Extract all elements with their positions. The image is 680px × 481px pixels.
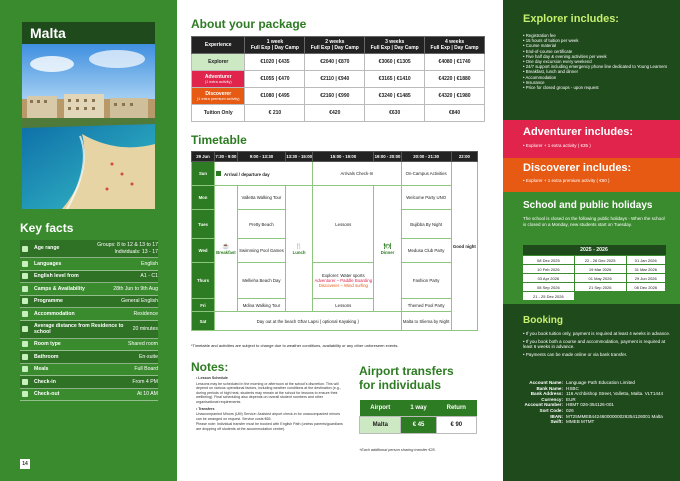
book-icon	[22, 298, 28, 304]
holiday-date: 31 Mar 2026	[626, 265, 666, 274]
bank-value: MMEB MTMT	[566, 419, 595, 425]
wed-evening: Medusa Club Party	[401, 239, 451, 263]
speech-icon	[22, 261, 28, 267]
price-row	[192, 88, 485, 105]
checkout-icon	[22, 391, 28, 397]
fri-evening: Themed Pool Party	[401, 299, 451, 312]
holidays-table	[522, 245, 666, 301]
key-fact-value: A1 - C1	[140, 273, 158, 279]
holiday-row	[523, 265, 666, 274]
key-fact-row	[20, 351, 158, 364]
note-text: Please note: Individual transfer must be booked with English Path (unless parents/guardians are dropping off students at the accommodation centre).	[196, 422, 343, 431]
explorer-item: • Course material	[523, 43, 668, 48]
key-fact-label: Average distance from Residence to school	[34, 322, 124, 335]
day-thu: Thurs	[192, 263, 215, 299]
price-cell: €4320 | €1980	[425, 88, 485, 105]
bank-label: IBAN:	[550, 413, 563, 419]
price-cell: €3165 | €1410	[365, 71, 425, 88]
holiday-date: 03 Apr 2026	[523, 274, 575, 283]
walk-icon	[22, 326, 28, 332]
airport-table	[359, 400, 477, 434]
oneway-price: € 45	[401, 417, 436, 434]
timetable-note: *Timetable and activities are subject to change due to weather conditions, availability or any other unforeseen events.	[191, 343, 399, 348]
lunch-icon: 🍴	[295, 243, 303, 250]
breakfast-cell: ☕ Breakfast	[215, 186, 238, 312]
holiday-empty	[574, 292, 626, 301]
airport-note: +Each additional person sharing transfer €25.	[359, 448, 436, 452]
sat-evening: Malta to Sliema by Night	[401, 312, 451, 331]
key-fact-value: Residence	[133, 310, 158, 317]
note-heading: • Lesson Schedule	[196, 376, 228, 380]
airport-title: Airport transfers for individuals	[359, 364, 454, 392]
price-row	[192, 71, 485, 88]
holiday-date: 22 - 26 Dec 2025	[574, 256, 626, 265]
bank-label: Bank Address:	[530, 391, 563, 397]
wed-morning: Swimming Pool Games	[237, 239, 285, 263]
explorer-list	[523, 33, 668, 90]
adventurer-item: • Explorer + 1 extra activity ( €35 )	[523, 143, 591, 148]
page-number-left: 14	[20, 459, 30, 469]
bank-label: Swift:	[550, 419, 563, 425]
meal-icon	[22, 366, 28, 372]
lunch-cell: 🍴 Lunch	[286, 186, 313, 312]
key-facts-title: Key facts	[20, 221, 74, 235]
price-header: 4 weeks Full Exp | Day Camp	[425, 37, 485, 54]
bank-value: MT25MMEB44246000000026354126001 Malta	[566, 413, 663, 419]
thu-morning: Mellieha Beach Day	[237, 263, 285, 299]
price-row	[192, 105, 485, 122]
timetable-header: 15:00 - 19:00	[313, 152, 374, 162]
tue-evening: Bujibba By Night	[401, 210, 451, 239]
arrival-icon	[216, 171, 221, 176]
key-fact-row	[20, 271, 158, 284]
key-fact-label: Programme	[34, 298, 63, 304]
explorer-item: • Price for closed groups - upon request	[523, 85, 668, 90]
holidays-text: The school is closed on the following public holidays - When the school is closed on a Monday, new students start on Tuesday.	[523, 216, 665, 227]
sat-day: Day out at the beach Għar Lapsi ( optional Kayaking )	[215, 312, 402, 331]
bath-icon	[22, 354, 28, 360]
door-icon	[22, 341, 28, 347]
timetable-header: 9:00 - 13:30	[237, 152, 285, 162]
calendar-icon	[22, 286, 28, 292]
explorer-title: Explorer includes:	[523, 13, 619, 25]
holiday-date: 10 Feb 2026	[523, 265, 575, 274]
price-row	[192, 54, 485, 71]
price-cell: €630	[365, 105, 425, 122]
timetable-title: Timetable	[191, 133, 247, 147]
holiday-date: 08 Dec 2025	[523, 256, 575, 265]
day-sun: Sun	[192, 162, 215, 186]
discoverer-title: Discoverer includes:	[523, 162, 632, 174]
key-fact-label: Bathroom	[34, 353, 59, 360]
bank-value: HBMT 026-354126-001	[566, 402, 614, 408]
note-text: Lessons may be scheduled in the morning or afternoon at the school's discretion. This will depend on various operational factors, including weather conditions at the destination (e.g., during periods of high heat, students may remain at the school for lessons to ensure their wellbeing). Final scheduling also depends on overall student numbers and other organisational requirements.	[196, 381, 341, 404]
price-cell: €4080 | €1740	[425, 54, 485, 71]
key-fact-label: Check-in	[34, 378, 56, 385]
bed-icon	[22, 311, 28, 317]
dinner-cell: 🍽 Dinner	[374, 186, 401, 312]
day-tue: Tues	[192, 210, 215, 239]
day-mon: Mon	[192, 186, 215, 210]
key-fact-label: Camps & Availability	[34, 285, 85, 292]
booking-list	[523, 331, 671, 359]
key-fact-row	[20, 283, 158, 296]
sun-arrival: Arrival / departure day	[215, 162, 313, 186]
holiday-date: 08 Dec 2026	[626, 283, 666, 292]
explorer-item: • End-of-course certificate	[523, 49, 668, 54]
note-heading: • Transfers	[196, 406, 215, 411]
oneway-header: 1 way	[401, 400, 436, 417]
key-fact-value: En-suite	[138, 353, 158, 360]
bank-value: 026	[566, 407, 574, 413]
good-night: Good night	[451, 162, 477, 331]
price-cell: €840	[425, 105, 485, 122]
sun-checkin: Arrivals Check-In	[313, 162, 401, 186]
holiday-empty	[626, 292, 666, 301]
package-name: Discoverer (1 extra premium activity)	[192, 88, 245, 105]
timetable-header: 29 Jun	[192, 152, 215, 162]
timetable-header: 7:30 - 9:00	[215, 152, 238, 162]
key-fact-row	[20, 296, 158, 309]
mon-evening: Welcome Party UNO	[401, 186, 451, 210]
adventurer-title: Adventurer includes:	[523, 126, 634, 138]
price-cell: €4220 | €1880	[425, 71, 485, 88]
key-fact-value: 28th Jun to 9th Aug	[113, 285, 158, 292]
explorer-item: • Accommodation	[523, 75, 668, 80]
holidays-title: School and public holidays	[523, 200, 653, 211]
key-fact-label: Languages	[34, 260, 62, 267]
key-facts-list	[20, 240, 158, 401]
key-fact-row	[20, 240, 158, 258]
key-fact-label: Room type	[34, 341, 61, 347]
thu-evening: Fashion Party	[401, 263, 451, 299]
price-cell: €1020 | €435	[245, 54, 305, 71]
holiday-date: 19 Mar 2026	[574, 265, 626, 274]
booking-item: • If you book both a course and accommodation, payment is required at least 6 weeks in advance.	[523, 339, 671, 350]
price-header: 1 week Full Exp | Day Camp	[245, 37, 305, 54]
bank-label: Account Number:	[524, 402, 563, 408]
timetable-grid	[191, 151, 478, 331]
explorer-watersports: Explorer: Water sports	[322, 273, 365, 278]
explorer-item: • 24/7 support including emergency phone line dedicated to Young Learners	[523, 64, 668, 69]
dinner-icon: 🍽	[383, 243, 392, 250]
explorer-item: • Five half day & evening activities per week	[523, 54, 668, 59]
holiday-date: 01 May 2026	[574, 274, 626, 283]
key-fact-label: Accommodation	[34, 310, 75, 317]
bank-value: EUR	[566, 396, 576, 402]
holiday-date: 01 Jan 2026	[626, 256, 666, 265]
timetable-header: 22:00	[451, 152, 477, 162]
users-icon	[22, 246, 28, 252]
holiday-date: 29 Jun 2026	[626, 274, 666, 283]
holiday-row	[523, 292, 666, 301]
discoverer-item: • Explorer + 1 extra premium activity ( €60 )	[523, 178, 610, 183]
key-fact-value: From 4 PM	[132, 378, 158, 385]
return-price: € 90	[436, 417, 476, 434]
package-name: Tuition Only	[192, 105, 245, 122]
explorer-item: • Breakfast, lunch and dinner	[523, 69, 668, 74]
price-cell: €3240 | €1485	[365, 88, 425, 105]
key-fact-label: Check-out	[34, 391, 60, 397]
key-fact-row	[20, 258, 158, 271]
booking-title: Booking	[523, 315, 563, 326]
about-package-title: About your package	[191, 17, 307, 31]
holiday-date: 21 - 25 Dec 2026	[523, 292, 575, 301]
key-fact-row	[20, 308, 158, 321]
bank-label: Account Name:	[529, 380, 563, 385]
timetable-header: 19:00 - 20:00	[374, 152, 401, 162]
lessons-cell: Lessons	[313, 186, 374, 263]
explorer-item: • One day excursion every weekend	[523, 59, 668, 64]
holiday-row	[523, 274, 666, 283]
price-table	[191, 36, 485, 122]
bank-value: 116 Archbishop Street, Valletta, Malta. VLT1444	[566, 391, 664, 397]
mon-morning: Valletta Walking Tour	[237, 186, 285, 210]
package-name: Explorer	[192, 54, 245, 71]
key-fact-value: Groups: 8 to 12 & 13 to 17 Individuals: 13 - 17	[97, 242, 158, 255]
bank-details	[510, 380, 670, 425]
explorer-item: • Insurance	[523, 80, 668, 85]
bank-label: Bank Name:	[536, 385, 563, 391]
key-fact-row	[20, 321, 158, 339]
booking-item: • Payments can be made online or via bank transfer.	[523, 352, 671, 358]
sun-evening: On-Campus Activities	[401, 162, 451, 186]
tue-morning: Pretty Beach	[237, 210, 285, 239]
fri-morning: Mdina Walking Tour	[237, 299, 285, 312]
airport-name: Malta	[360, 417, 401, 434]
booking-item: • If you book tuition only, payment is required at least 4 weeks in advance.	[523, 331, 671, 337]
notes-text	[196, 374, 346, 432]
holiday-row	[523, 256, 666, 265]
price-cell: €3060 | €1305	[365, 54, 425, 71]
holiday-date: 21 Sep 2026	[574, 283, 626, 292]
wed-afternoon	[313, 263, 374, 299]
price-cell: €420	[305, 105, 365, 122]
pencil-icon	[22, 273, 28, 279]
key-fact-row	[20, 364, 158, 377]
checkin-icon	[22, 379, 28, 385]
destination-title: Malta	[22, 22, 155, 44]
price-cell: € 210	[245, 105, 305, 122]
key-fact-value: Shared room	[128, 341, 158, 347]
key-fact-value: 20 minutes	[132, 325, 158, 332]
price-header: Experience	[192, 37, 245, 54]
bank-value: HSBC	[566, 385, 579, 391]
bank-label: Currency:	[541, 396, 563, 402]
explorer-item: • Registration fee	[523, 33, 668, 38]
holidays-year: 2025 - 2026	[523, 245, 666, 256]
price-cell: €2040 | €870	[305, 54, 365, 71]
bank-row	[510, 419, 670, 425]
key-fact-value: At 10 AM	[136, 391, 158, 397]
holiday-row	[523, 283, 666, 292]
return-header: Return	[436, 400, 476, 417]
notes-title: Notes:	[191, 360, 229, 374]
key-fact-row	[20, 339, 158, 352]
timetable-header: 20:00 - 21:30	[401, 152, 451, 162]
key-fact-value: English	[140, 260, 158, 267]
price-cell: €2110 | €940	[305, 71, 365, 88]
bank-label: Sort Code:	[539, 407, 563, 413]
bank-value: Language Path Education Limited	[566, 380, 635, 385]
note-text: Unaccompanied Minors (UM) Service: Assisted airport check-in for unaccompanied minors can be arranged on request. Service costs €65.	[196, 412, 341, 421]
key-fact-label: English level from	[34, 273, 79, 279]
package-name: Adventurer (1 extra activity)	[192, 71, 245, 88]
price-header: 3 weeks Full Exp | Day Camp	[365, 37, 425, 54]
holiday-date: 08 Sep 2026	[523, 283, 575, 292]
key-fact-row	[20, 389, 158, 402]
price-header: 2 weeks Full Exp | Day Camp	[305, 37, 365, 54]
breakfast-icon: ☕	[222, 243, 230, 250]
discoverer-windsurf: Discoverer – Wind surfing	[318, 283, 368, 288]
key-fact-label: Meals	[34, 366, 49, 372]
airport-header: Airport	[360, 400, 401, 417]
day-fri: Fri	[192, 299, 215, 312]
price-cell: €1080 | €495	[245, 88, 305, 105]
key-fact-value: General English	[121, 298, 158, 304]
day-wed: Wed	[192, 239, 215, 263]
key-fact-label: Age range	[34, 245, 60, 252]
timetable-header: 13:30 - 15:00	[286, 152, 313, 162]
key-fact-row	[20, 376, 158, 389]
adventurer-paddle: Adventurer – Paddle Boarding	[314, 278, 373, 283]
price-cell: €2160 | €990	[305, 88, 365, 105]
fri-afternoon: Lessons	[313, 299, 374, 312]
day-sat: Sat	[192, 312, 215, 331]
price-cell: €1055 | €470	[245, 71, 305, 88]
malta-beach-photo	[22, 44, 155, 209]
explorer-item: • 15 hours of tuition per week	[523, 38, 668, 43]
key-fact-value: Full Board	[134, 366, 158, 372]
